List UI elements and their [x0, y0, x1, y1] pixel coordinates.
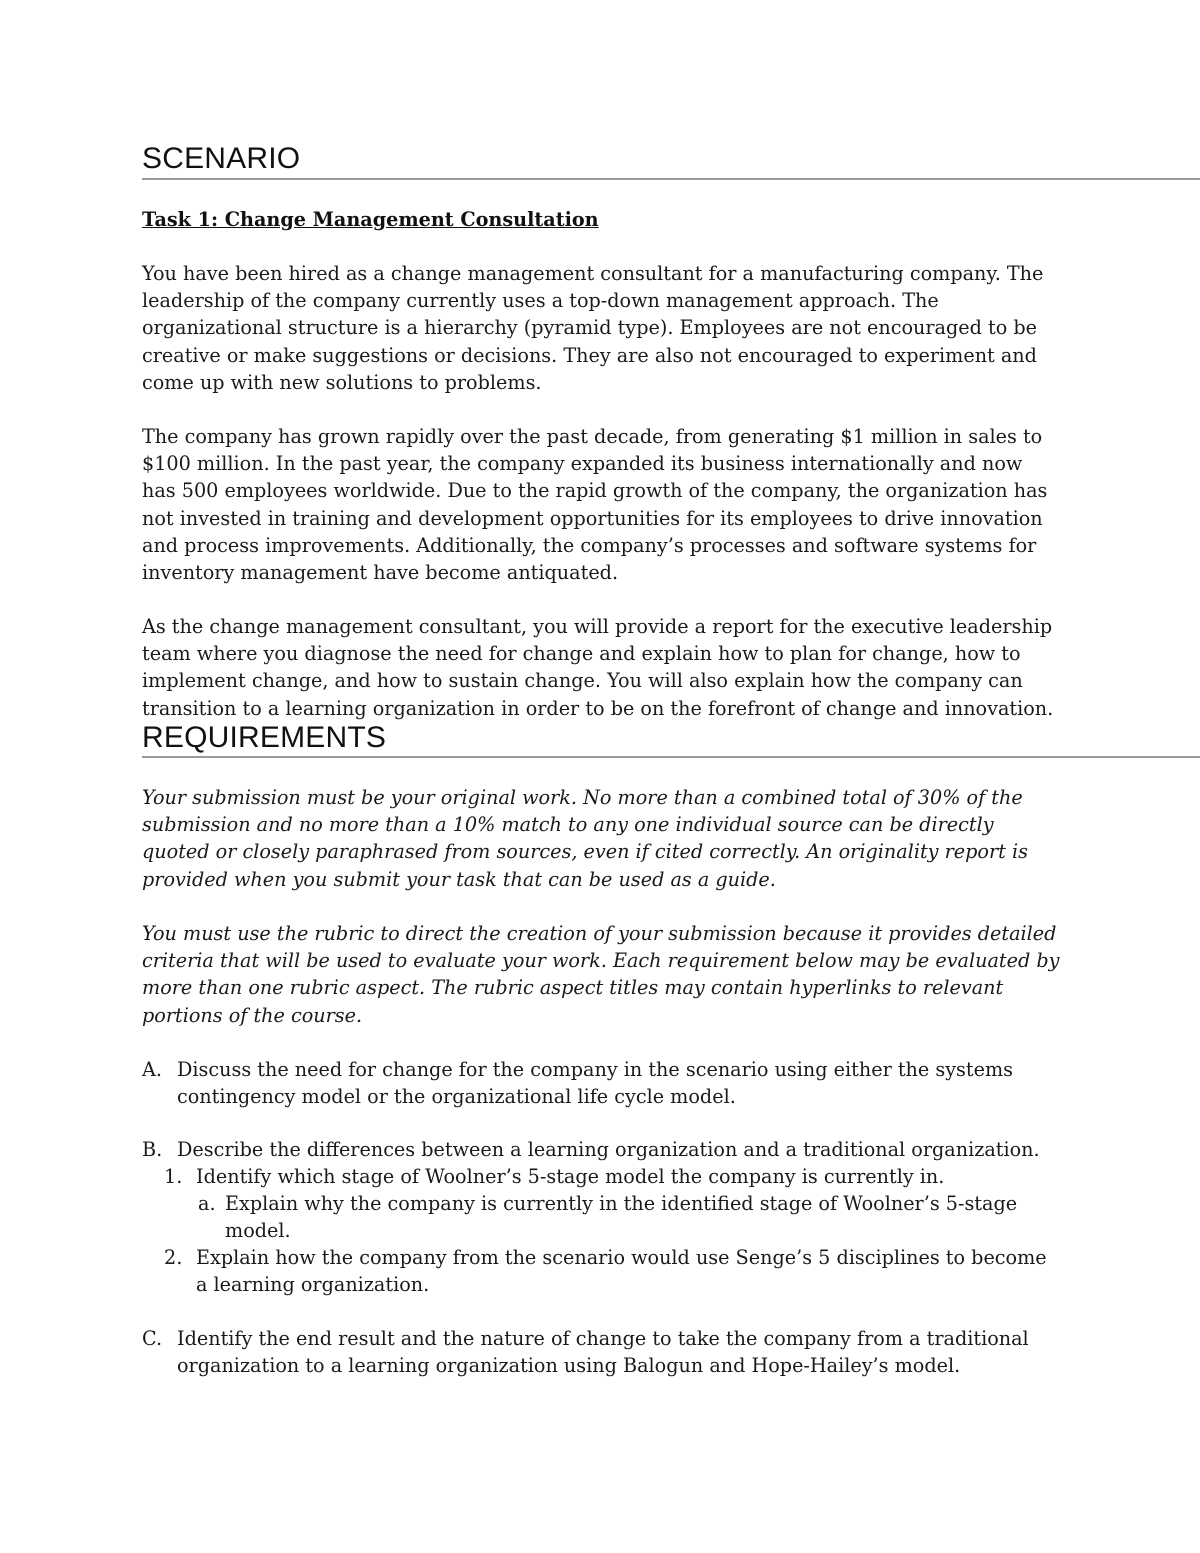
scenario-paragraph-2: The company has grown rapidly over the past decade, from generating $1 million in sales to $100 million. In the past year, the company expanded its business internationally and now has 500 employees worldwide. Due to the rapid growth of the company, the organization has not invested in training and development opportunities for its employees to drive innovation and process improvements. Additionally, the company’s processes and software systems for inventory management have become antiquated.	[142, 425, 1048, 585]
scenario-paragraph-3: As the change management consultant, you will provide a report for the executive leadership team where you diagnose the need for change and explain how to plan for change, how to implement change, and how to sustain change. You will also explain how the company can transition to a learning organization in order to be on the forefront of change and innovation.	[142, 615, 1054, 720]
item-text: Explain why the company is currently in the identified stage of Woolner’s 5-stage model.	[225, 1192, 1018, 1243]
rubric-paragraph: You must use the rubric to direct the creation of your submission because it provides detailed criteria that will be used to evaluate your work. Each requirement below may be evaluated by more than one rubric aspect. The rubric aspect titles may contain hyperlinks to relevant portions of the course.	[142, 922, 1060, 1027]
item-text: Identify which stage of Woolner’s 5-stage model the company is currently in.	[196, 1165, 945, 1188]
task-title: Task 1: Change Management Consultation	[142, 208, 599, 231]
item-marker: 1.	[164, 1165, 183, 1188]
item-marker: C.	[142, 1327, 163, 1350]
item-marker: A.	[142, 1058, 162, 1081]
item-marker: B.	[142, 1138, 163, 1161]
item-text: Explain how the company from the scenario would use Senge’s 5 disciplines to become a learning organization.	[196, 1246, 1047, 1297]
item-marker: 2.	[164, 1246, 183, 1269]
item-text: Describe the differences between a learning organization and a traditional organization.	[177, 1138, 1040, 1161]
requirements-heading: REQUIREMENTS	[142, 721, 387, 754]
scenario-heading: SCENARIO	[142, 142, 301, 175]
item-marker: a.	[198, 1192, 216, 1215]
scenario-paragraph-1: You have been hired as a change management consultant for a manufacturing company. The leadership of the company currently uses a top-down management approach. The organizational structure is a hierarchy (pyramid type). Employees are not encouraged to be creative or make suggestions or decisions. They are also not encouraged to experiment and come up with new solutions to problems.	[142, 262, 1044, 394]
item-text: Identify the end result and the nature of change to take the company from a traditional organization to a learning organization using Balogun and Hope-Hailey’s model.	[177, 1327, 1029, 1378]
item-text: Discuss the need for change for the company in the scenario using either the systems contingency model or the organizational life cycle model.	[177, 1058, 1014, 1109]
requirements-heading-rule	[142, 756, 1200, 758]
scenario-heading-rule	[142, 178, 1200, 180]
originality-paragraph: Your submission must be your original work. No more than a combined total of 30% of the submission and no more than a 10% match to any one individual source can be directly quoted or closely paraphrased from sources, even if cited correctly. An originality report is provided when you submit your task that can be used as a guide.	[142, 786, 1028, 891]
